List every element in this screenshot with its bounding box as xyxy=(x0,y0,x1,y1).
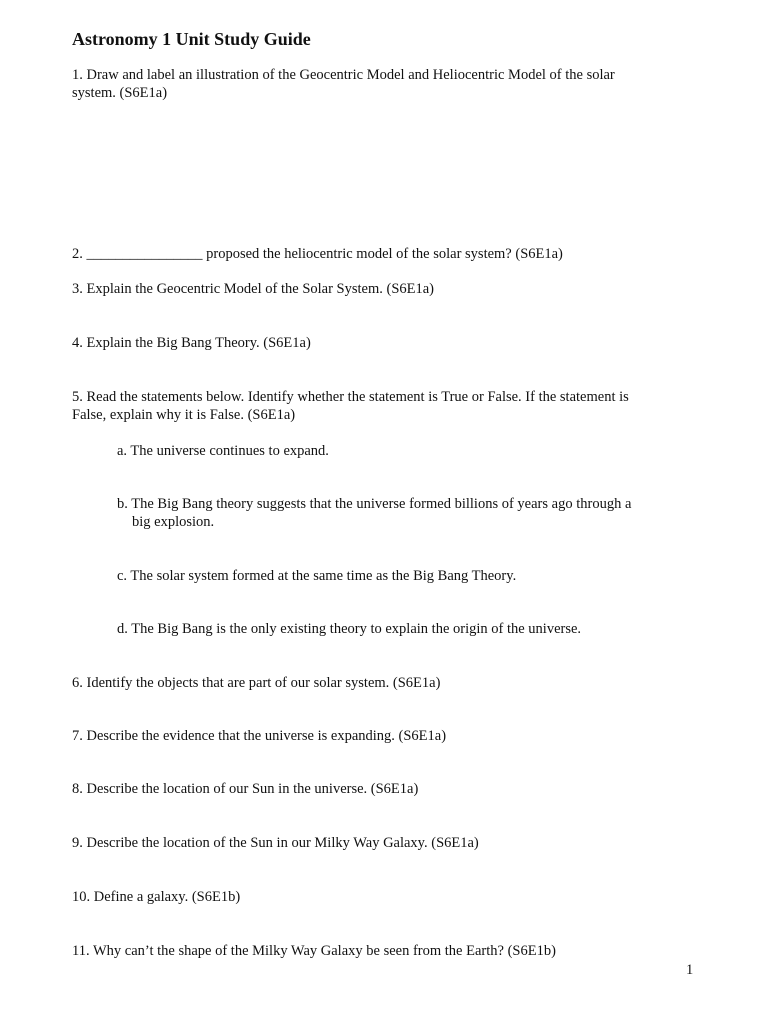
statement-c: c. The solar system formed at the same time as the Big Bang Theory. xyxy=(117,568,517,584)
question-1 xyxy=(72,66,672,102)
question-5-line-2: False, explain why it is False. (S6E1a) xyxy=(72,407,296,423)
statement-d: d. The Big Bang is the only existing theory to explain the origin of the universe. xyxy=(117,621,582,637)
question-11: 11. Why can’t the shape of the Milky Way Galaxy be seen from the Earth? (S6E1b) xyxy=(72,943,556,959)
question-10: 10. Define a galaxy. (S6E1b) xyxy=(72,889,241,905)
document-title: Astronomy 1 Unit Study Guide xyxy=(72,29,311,49)
question-1-line-2: system. (S6E1a) xyxy=(72,85,168,101)
question-8: 8. Describe the location of our Sun in the universe. (S6E1a) xyxy=(72,781,419,797)
page-number: 1 xyxy=(686,962,694,978)
question-6: 6. Identify the objects that are part of our solar system. (S6E1a) xyxy=(72,675,441,691)
statement-b-line-1: b. The Big Bang theory suggests that the universe formed billions of years ago through a xyxy=(117,496,632,512)
question-1-line-1: 1. Draw and label an illustration of the Geocentric Model and Heliocentric Model of the solar xyxy=(72,67,615,83)
question-9: 9. Describe the location of the Sun in our Milky Way Galaxy. (S6E1a) xyxy=(72,835,479,851)
question-4: 4. Explain the Big Bang Theory. (S6E1a) xyxy=(72,335,311,351)
question-3: 3. Explain the Geocentric Model of the Solar System. (S6E1a) xyxy=(72,281,435,297)
statement-b-line-2: big explosion. xyxy=(132,514,215,530)
statement-a: a. The universe continues to expand. xyxy=(117,443,329,459)
statement-b xyxy=(117,495,662,531)
question-5-line-1: 5. Read the statements below. Identify whether the statement is True or False. If the statement is xyxy=(72,389,629,405)
question-5 xyxy=(72,388,672,424)
question-2: 2. ________________ proposed the heliocentric model of the solar system? (S6E1a) xyxy=(72,246,563,262)
question-7: 7. Describe the evidence that the universe is expanding. (S6E1a) xyxy=(72,728,447,744)
